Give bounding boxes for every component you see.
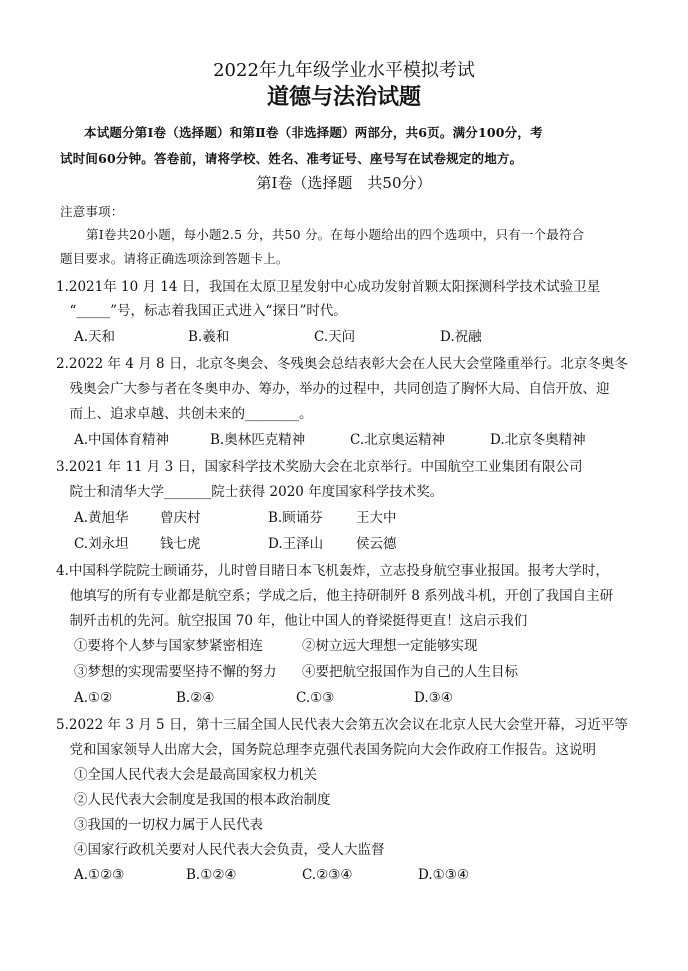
q2-option-d: D.北京冬奥精神 [490,432,586,448]
q5-option-b: B.①②④ [186,867,237,883]
q4-line-1: 4.中国科学院院士顾诵芬，儿时曾目睹日本飞机轰炸，立志投身航空事业报国。报考大学时， [56,563,609,579]
q5-option-d: D.①③④ [418,867,469,883]
q4-statement-3: ③梦想的实现需要坚持不懈的努力 [74,664,277,680]
section-title: 第Ⅰ卷（选择题 共50分） [256,174,432,192]
q1-option-c: C.天问 [314,329,356,345]
q2-option-c: C.北京奥运精神 [350,432,446,448]
q2-line-3: 而上、追求卓越、共创未来的________。 [56,406,313,422]
notice-label: 注意事项： [60,204,124,219]
q1-line-2: “_____”号，标志着我国正式进入“探日”时代。 [56,303,347,319]
q2-line-1: 2.2022 年 4 月 8 日，北京冬奥会、冬残奥会总结表彰大会在人民大会堂隆重举行。北京冬奥冬 [56,356,628,372]
q4-option-d: D.③④ [414,690,453,706]
q4-option-c: C.①③ [296,690,335,706]
q4-statement-4: ④要把航空报国作为自己的人生目标 [302,664,518,680]
notice-line-1: 第Ⅰ卷共20小题，每小题2.5 分，共50 分。在每小题给出的四个选项中，只有一个最符合 [86,227,585,242]
q2-option-a: A.中国体育精神 [74,432,170,448]
intro-line-2: 试时间60分钟。答卷前，请将学校、姓名、准考证号、座号写在试卷规定的地方。 [60,151,523,166]
q5-line-1: 5.2022 年 3 月 5 日，第十三届全国人民代表大会第五次会议在北京人民大会堂开幕，习近平等 [56,717,628,733]
q4-option-a: A.①② [74,690,113,706]
q1-option-a: A.天和 [74,329,116,345]
q3-option-c-second: 钱七虎 [160,536,201,552]
q3-option-b: B.顾诵芬 [268,510,323,526]
notice-line-2: 题目要求。请将正确选项涂到答题卡上。 [60,251,289,266]
q3-line-1: 3.2021 年 11 月 3 日，国家科学技术奖励大会在北京举行。中国航空工业集团有限公司 [56,459,583,475]
q5-statement-1: ①全国人民代表大会是最高国家权力机关 [74,767,317,783]
q3-option-d: D.王泽山 [268,536,324,552]
q3-option-a-second: 曾庆村 [160,510,201,526]
q4-statement-2: ②树立远大理想一定能够实现 [302,638,478,654]
q4-statement-1: ①要将个人梦与国家梦紧密相连 [74,638,263,654]
q4-line-3: 制歼击机的先河。航空报国 70 年，他让中国人的脊梁挺得更直！这启示我们 [56,613,528,629]
q4-line-2: 他填写的所有专业都是航空系；学成之后，他主持研制歼 8 系列战斗机，开创了我国自主研 [56,588,614,604]
subject-title: 道德与法治试题 [266,84,421,110]
q5-line-2: 党和国家领导人出席大会，国务院总理李克强代表国务院向大会作政府工作报告。这说明 [56,742,596,758]
q5-option-a: A.①②③ [74,867,125,883]
q1-option-b: B.羲和 [188,329,230,345]
q5-option-c: C.②③④ [302,867,353,883]
q4-option-b: B.②④ [176,690,215,706]
intro-line-1: 本试题分第Ⅰ卷（选择题）和第Ⅱ卷（非选择题）两部分，共6页。满分100分，考 [84,125,543,140]
q5-statement-2: ②人民代表大会制度是我国的根本政治制度 [74,792,331,808]
exam-title: 2022年九年级学业水平模拟考试 [213,60,475,81]
q5-statement-3: ③我国的一切权力属于人民代表 [74,817,263,833]
q3-option-a: A.黄旭华 [74,510,129,526]
q2-option-b: B.奥林匹克精神 [210,432,306,448]
q5-statement-4: ④国家行政机关要对人民代表大会负责，受人大监督 [74,842,385,858]
q1-line-1: 1.2021年 10 月 14 日，我国在太原卫星发射中心成功发射首颗太阳探测科学技术试验卫星 [56,279,601,295]
q3-option-b-second: 王大中 [356,510,397,526]
q1-option-d: D.祝融 [440,329,482,345]
q3-option-c: C.刘永坦 [74,536,129,552]
q2-line-2: 残奥会广大参与者在冬奥申办、筹办，举办的过程中，共同创造了胸怀大局、自信开放、迎 [56,381,610,397]
q3-line-2: 院士和清华大学_______院士获得 2020 年度国家科学技术奖。 [56,484,444,500]
q3-option-d-second: 侯云德 [356,536,397,552]
